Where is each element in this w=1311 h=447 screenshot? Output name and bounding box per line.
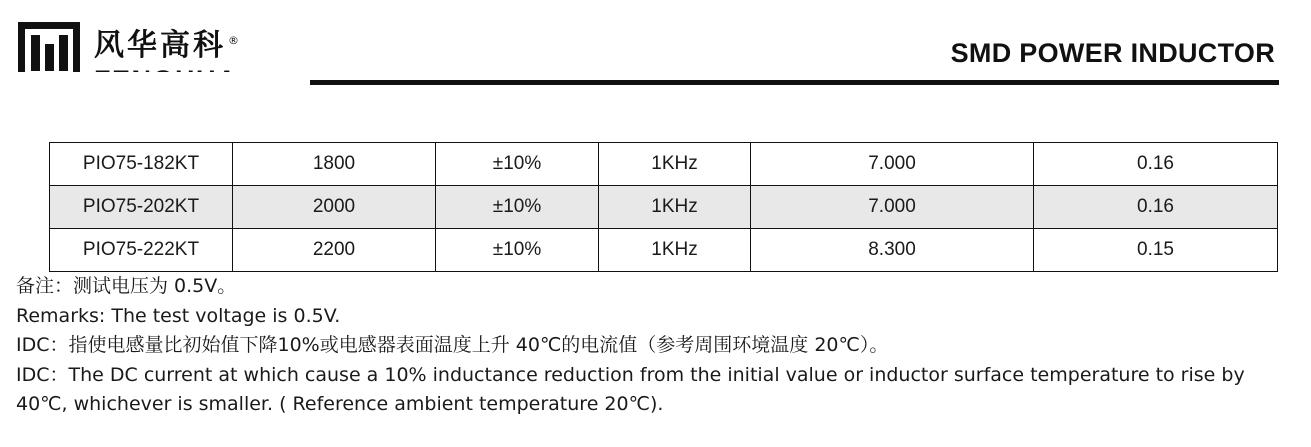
cell-frequency: 1KHz bbox=[599, 186, 751, 229]
cell-frequency: 1KHz bbox=[599, 229, 751, 272]
table-row bbox=[50, 186, 1278, 229]
company-name-cn bbox=[94, 24, 242, 63]
specification-table-wrapper bbox=[49, 142, 1277, 272]
cell-idc: 0.16 bbox=[1034, 143, 1278, 186]
cell-dcr: 7.000 bbox=[751, 143, 1034, 186]
table-row bbox=[50, 229, 1278, 272]
cell-part-number: PIO75-202KT bbox=[50, 186, 233, 229]
remark-line-cn-idc: IDC：指使电感量比初始值下降10%或电感器表面温度上升 40℃的电流值（参考周围环境温度 20℃）。 bbox=[16, 334, 889, 356]
cell-part-number: PIO75-182KT bbox=[50, 143, 233, 186]
cell-dcr: 7.000 bbox=[751, 186, 1034, 229]
cell-inductance: 2200 bbox=[233, 229, 436, 272]
cell-inductance: 2000 bbox=[233, 186, 436, 229]
cell-frequency: 1KHz bbox=[599, 143, 751, 186]
page-title: SMD POWER INDUCTOR bbox=[950, 38, 1275, 68]
page-header bbox=[0, 0, 1311, 104]
remark-line-en-voltage: Remarks: The test voltage is 0.5V. bbox=[16, 304, 341, 327]
cell-inductance: 1800 bbox=[233, 143, 436, 186]
cell-tolerance: ±10% bbox=[436, 143, 599, 186]
cell-tolerance: ±10% bbox=[436, 229, 599, 272]
cell-tolerance: ±10% bbox=[436, 186, 599, 229]
remarks-block bbox=[16, 272, 1296, 420]
specification-table bbox=[49, 142, 1278, 272]
header-divider-mask bbox=[0, 72, 310, 94]
table-row bbox=[50, 143, 1278, 186]
cell-dcr: 8.300 bbox=[751, 229, 1034, 272]
cell-part-number: PIO75-222KT bbox=[50, 229, 233, 272]
company-name-cn-text: 风华高科 bbox=[94, 28, 226, 63]
registered-trademark-icon: ® bbox=[228, 34, 242, 47]
remark-line-cn-voltage: 备注：测试电压为 0.5V。 bbox=[16, 275, 237, 297]
cell-idc: 0.15 bbox=[1034, 229, 1278, 272]
remark-line-en-idc: IDC：The DC current at which cause a 10% inductance reduction from the initial value or inductor surface temperature to rise by 40℃, whichever is smaller. ( Reference ambient temperature 20℃). bbox=[16, 363, 1245, 415]
cell-idc: 0.16 bbox=[1034, 186, 1278, 229]
